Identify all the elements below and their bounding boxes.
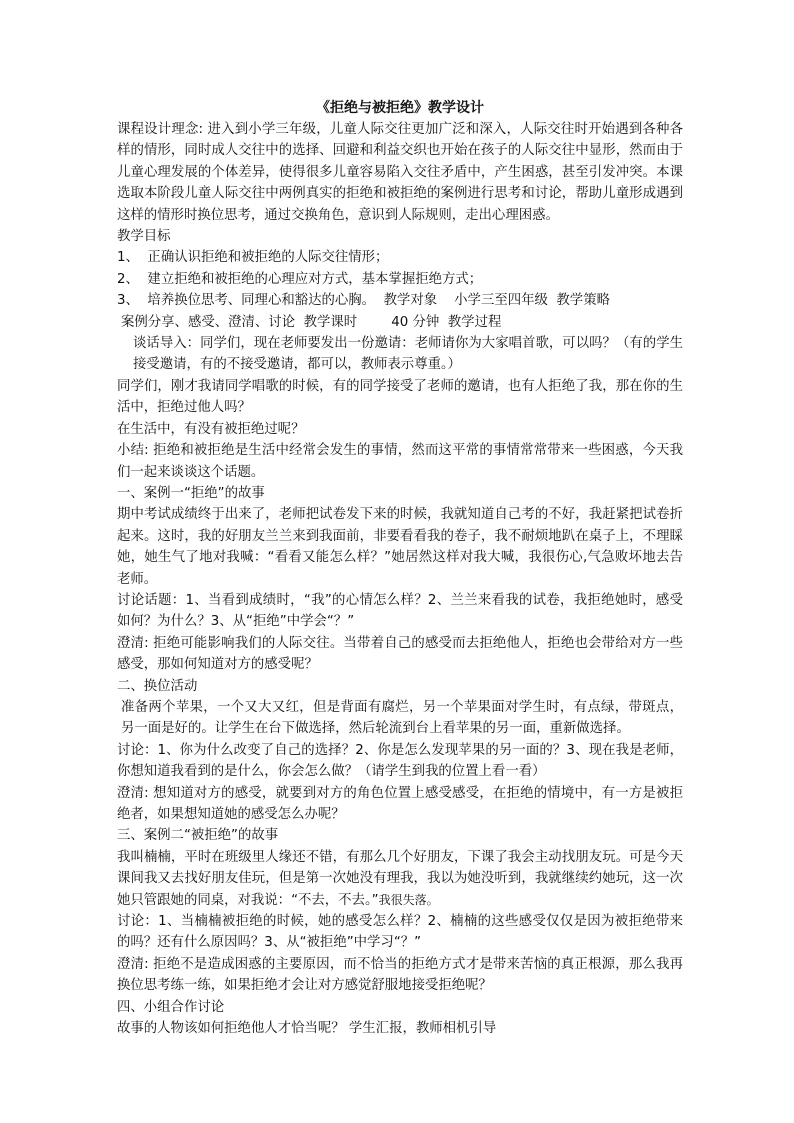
section-2-heading: 二、换位活动 <box>117 678 198 694</box>
case-2-story-text: 我叫楠楠，平时在班级里人缘还不错，有那么几个好朋友，下课了我会主动找朋友玩。可是今天课间我又去找好朋友佳玩，但是第一次她没有理我，我以为她没听到，我就继续约她玩，这一次她只管跟她的同桌，对我说：“不去，不去。” <box>117 849 683 908</box>
case-2-clarify-paragraph: 澄清: 拒绝不是造成困惑的主要原因，而不恰当的拒绝方式才是带来苦恼的真正根源，那么我再换位思考练一练，如果拒绝才会让对方感觉舒服地接受拒绝呢？ <box>117 956 683 994</box>
activity-discussion-paragraph: 讨论：1、你为什么改变了自己的选择？2、你是怎么发现苹果的另一面的？3、现在我是老师，你想知道我看到的是什么，你会怎么做？（请学生到我的位置上看一看） <box>117 742 683 780</box>
intro-question-paragraph: 在生活中，有没有被拒绝过呢？ <box>117 421 305 437</box>
section-3-heading: 三、案例二“被拒绝”的故事 <box>117 828 279 844</box>
goal-item-3: 3、 培养换位思考、同理心和豁达的心胸。 教学对象 小学三至四年级 教学策略 <box>117 293 610 309</box>
document-title: 《拒绝与被拒绝》教学设计 <box>316 100 484 116</box>
case-2-discussion-paragraph: 讨论：1、当楠楠被拒绝的时候，她的感受怎么样？2、楠楠的这些感受仅仅是因为被拒绝带来的吗？还有什么原因吗？3、从“被拒绝”中学习“？” <box>117 914 683 951</box>
section-1-heading: 一、案例一“拒绝”的故事 <box>117 485 265 501</box>
intro-followup-paragraph: 同学们，刚才我请同学唱歌的时候，有的同学接受了老师的邀请，也有人拒绝了我，那在你的生活中，拒绝过他人吗？ <box>117 378 683 416</box>
case-2-story-ending: 我很失落。 <box>378 892 439 907</box>
case-1-discussion-paragraph: 讨论话题：1、当看到成绩时，“我”的心情怎么样？2、兰兰来看我的试卷，我拒绝她时，感受如何？为什么？3、从“拒绝”中学会“？” <box>117 592 683 630</box>
case-2-story-paragraph <box>117 847 683 911</box>
strategy-line: 案例分享、感受、澄清、讨论 教学课时 40 分钟 教学过程 <box>121 314 502 330</box>
activity-paragraph: 准备两个苹果，一个又大又红，但是背面有腐烂，另一个苹果面对学生时，有点绿，带斑点，另一面是好的。让学生在台下做选择，然后轮流到台上看苹果的另一面，重新做选择。 <box>121 699 683 737</box>
goal-item-2: 2、 建立拒绝和被拒绝的心理应对方式，基本掌握拒绝方式； <box>117 271 483 287</box>
intro-dialogue-paragraph: 谈话导入：同学们，现在老师要发出一份邀请：老师请你为大家唱首歌，可以吗？（有的学生接受邀请，有的不接受邀请，都可以，教师表示尊重。） <box>133 336 683 373</box>
summary-paragraph: 小结: 拒绝和被拒绝是生活中经常会发生的事情，然而这平常的事情常常带来一些困惑，今天我们一起来谈谈这个话题。 <box>117 443 683 480</box>
group-discussion-paragraph: 故事的人物该如何拒绝他人才恰当呢？ 学生汇报，教师相机引导 <box>117 1021 497 1037</box>
activity-clarify-paragraph: 澄清: 想知道对方的感受，就要到对方的角色位置上感受感受，在拒绝的情境中，有一方是被拒绝者，如果想知道她的感受怎么办呢？ <box>117 785 683 822</box>
section-4-heading: 四、小组合作讨论 <box>117 999 225 1015</box>
design-concept-paragraph: 课程设计理念: 进入到小学三年级，儿童人际交往更加广泛和深入，人际交往时开始遇到各种各样的情形，同时成人交往中的选择、回避和利益交织也开始在孩子的人际交往中显形，然而由于儿童心理发展的个体差异，使得很多儿童容易陷入交往矛盾中，产生困惑，甚至引发冲突。本课选取本阶段儿童人际交往中两例真实的拒绝和被拒绝的案例进行思考和讨论，帮助儿童形成遇到这样的情形时换位思考，通过交换角色，意识到人际规则，走出心理困惑。 <box>117 122 683 223</box>
goal-item-1: 1、 正确认识拒绝和被拒绝的人际交往情形； <box>117 250 389 266</box>
teaching-goals-heading: 教学目标 <box>117 229 171 245</box>
case-1-story-paragraph: 期中考试成绩终于出来了，老师把试卷发下来的时候，我就知道自己考的不好，我赶紧把试卷折起来。这时，我的好朋友兰兰来到我面前，非要看看我的卷子，我不耐烦地趴在桌子上，不理睬她，她生气了地对我喊：“看看又能怎么样？”她居然这样对我大喊，我很伤心,气急败坏地去告老师。 <box>117 507 683 587</box>
document-page <box>117 98 683 1039</box>
case-1-clarify-paragraph: 澄清: 拒绝可能影响我们的人际交往。当带着自己的感受而去拒绝他人，拒绝也会带给对方一些感受，那如何知道对方的感受呢？ <box>117 635 683 673</box>
